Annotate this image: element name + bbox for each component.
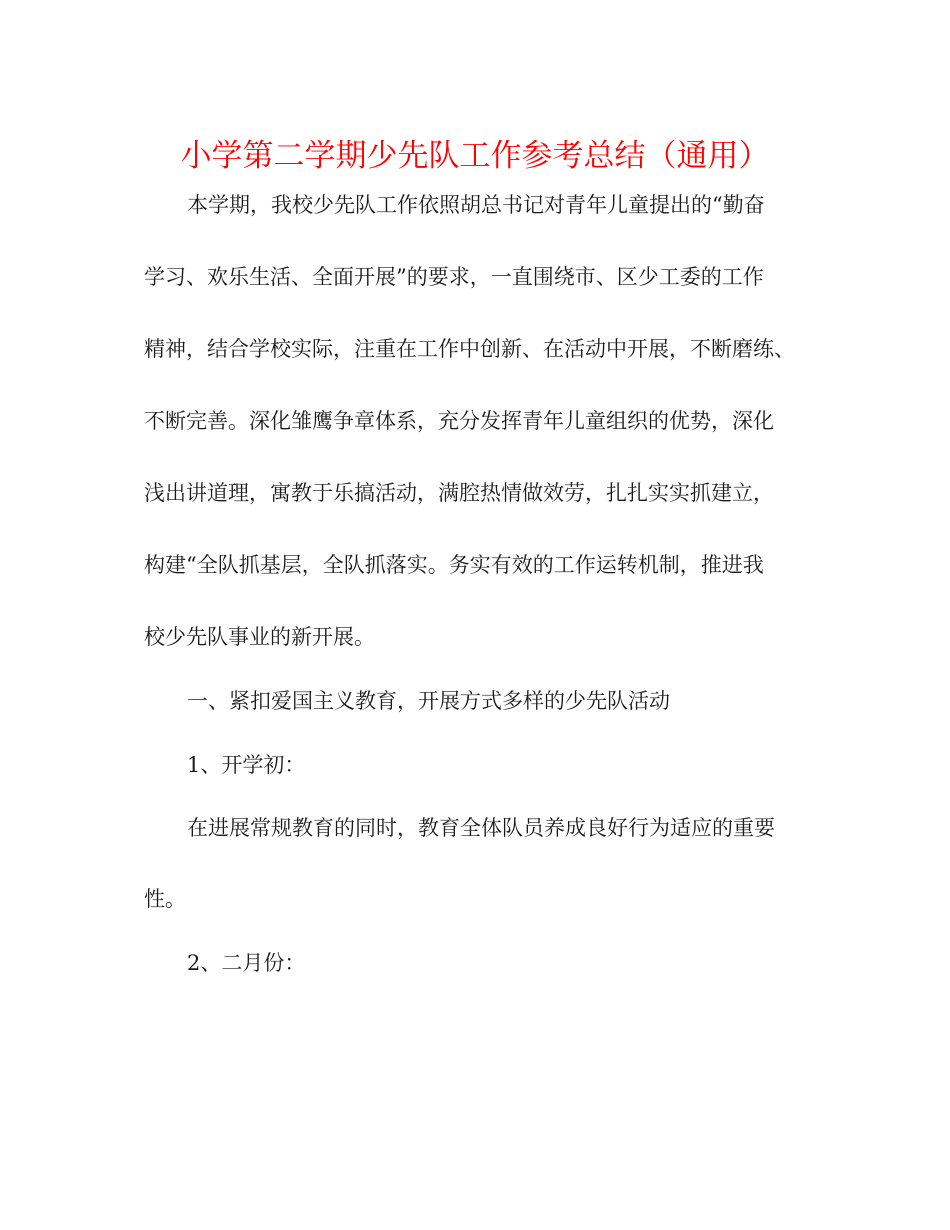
paragraph-line: 学习、欢乐生活、全面开展”的要求，一直围绕市、区少工委的工作	[144, 265, 764, 289]
subsection-heading: 1、开学初：	[187, 753, 306, 777]
paragraph-line: 构建“全队抓基层，全队抓落实。务实有效的工作运转机制，推进我	[144, 553, 764, 577]
paragraph-line: 浅出讲道理，寓教于乐搞活动，满腔热情做效劳，扎扎实实抓建立，	[144, 481, 774, 505]
paragraph-line: 本学期，我校少先队工作依照胡总书记对青年儿童提出的“勤奋	[187, 193, 765, 217]
paragraph-line: 校少先队事业的新开展。	[144, 625, 375, 649]
paragraph-line: 性。	[144, 887, 186, 911]
section-heading: 一、紧扣爱国主义教育，开展方式多样的少先队活动	[187, 689, 670, 713]
paragraph-line: 精神，结合学校实际，注重在工作中创新、在活动中开展，不断磨练、	[144, 337, 795, 361]
document-title: 小学第二学期少先队工作参考总结（通用）	[180, 138, 770, 174]
paragraph-line: 在进展常规教育的同时，教育全体队员养成良好行为适应的重要	[187, 816, 775, 840]
subsection-heading: 2、二月份：	[187, 951, 306, 975]
paragraph-line: 不断完善。深化雏鹰争章体系，充分发挥青年儿童组织的优势，深化	[144, 409, 774, 433]
